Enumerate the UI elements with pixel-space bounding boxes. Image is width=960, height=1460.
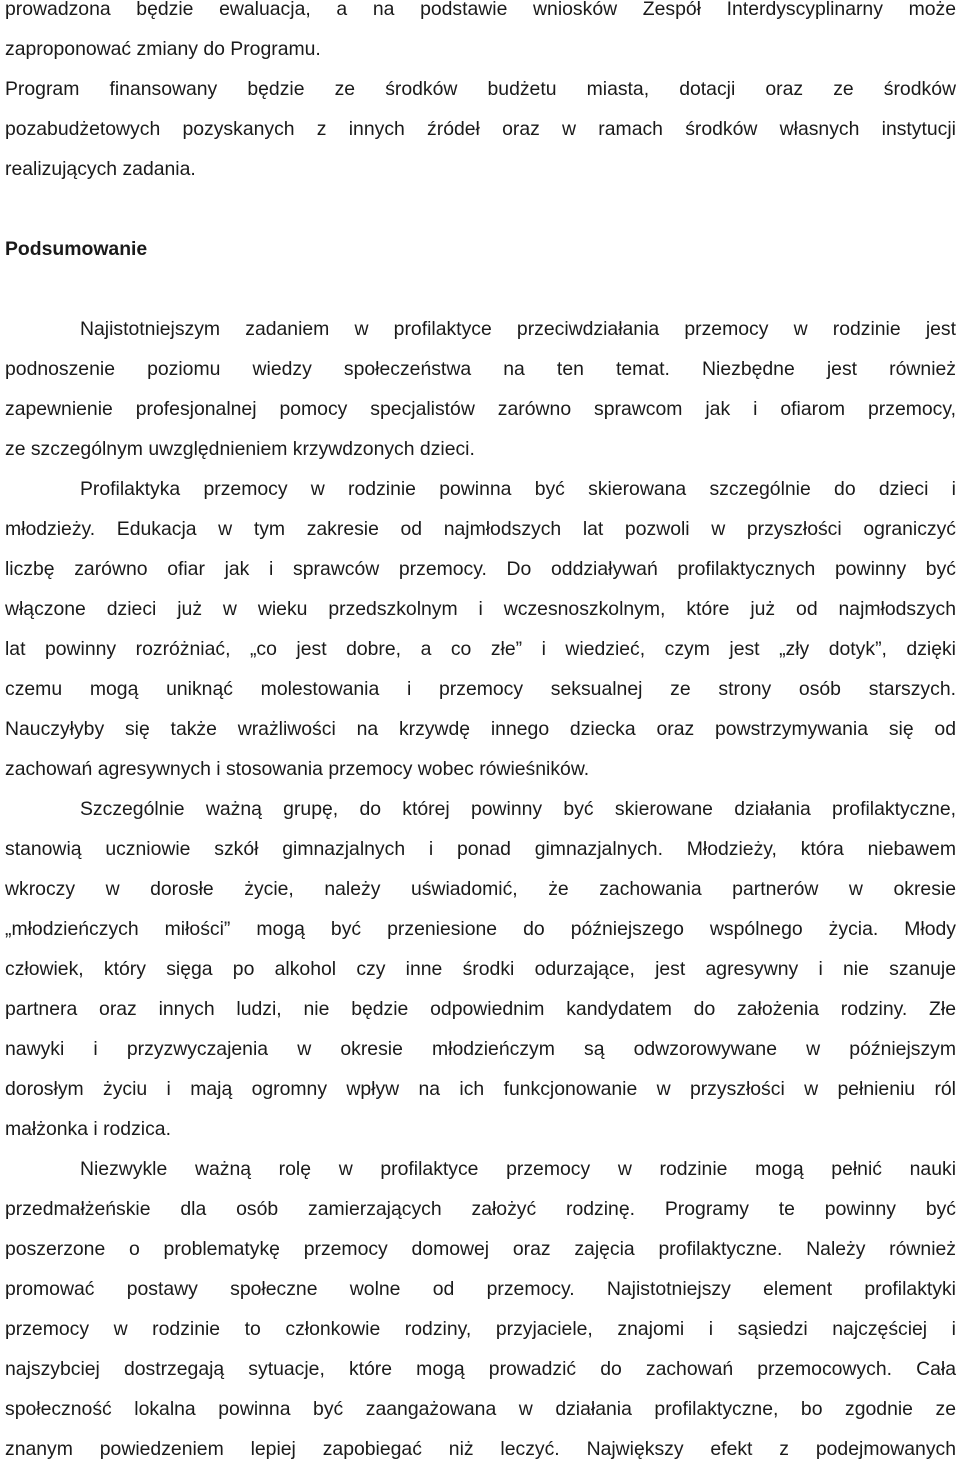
text-line: lat powinny rozróżniać, „co jest dobre, a co złe” i wiedzieć, czym jest „zły dotyk”, dzięki <box>5 638 956 660</box>
text-line: liczbę zarówno ofiar jak i sprawców przemocy. Do oddziaływań profilaktycznych powinny być <box>5 558 956 580</box>
text-line: włączone dzieci już w wieku przedszkolnym i wczesnoszkolnym, które już od najmłodszych <box>5 598 956 620</box>
text-line: poszerzone o problematykę przemocy domowej oraz zajęcia profilaktyczne. Należy również <box>5 1238 956 1260</box>
text-line: znanym powiedzeniem lepiej zapobiegać niż leczyć. Największy efekt z podejmowanych <box>5 1438 956 1460</box>
text-line: pozabudżetowych pozyskanych z innych źródeł oraz w ramach środków własnych instytucji <box>5 118 956 140</box>
text-line: czemu mogą uniknąć molestowania i przemocy seksualnej ze strony osób starszych. <box>5 678 956 700</box>
text-line: zaproponować zmiany do Programu. <box>5 38 321 60</box>
text-line: najszybciej dostrzegają sytuacje, które mogą prowadzić do zachowań przemocowych. Cała <box>5 1358 956 1380</box>
text-line: nawyki i przyzwyczajenia w okresie młodzieńczym są odwzorowywane w późniejszym <box>5 1038 956 1060</box>
text-line: realizujących zadania. <box>5 158 196 180</box>
text-line: Nauczyłyby się także wrażliwości na krzywdę innego dziecka oraz powstrzymywania się od <box>5 718 956 740</box>
text-line: Niezwykle ważną rolę w profilaktyce przemocy w rodzinie mogą pełnić nauki <box>80 1158 956 1180</box>
text-line: promować postawy społeczne wolne od przemocy. Najistotniejszy element profilaktyki <box>5 1278 956 1300</box>
text-line: Szczególnie ważną grupę, do której powinny być skierowane działania profilaktyczne, <box>80 798 956 820</box>
text-line: przemocy w rodzinie to członkowie rodziny, przyjaciele, znajomi i sąsiedzi najczęściej i <box>5 1318 956 1340</box>
text-line: małżonka i rodzica. <box>5 1118 171 1140</box>
text-line: przedmałżeńskie dla osób zamierzających założyć rodzinę. Programy te powinny być <box>5 1198 956 1220</box>
text-line: Program finansowany będzie ze środków budżetu miasta, dotacji oraz ze środków <box>5 78 956 100</box>
section-heading: Podsumowanie <box>5 238 148 260</box>
text-line: człowiek, który sięga po alkohol czy inne środki odurzające, jest agresywny i nie szanuje <box>5 958 956 980</box>
text-line: dorosłym życiu i mają ogromny wpływ na ich funkcjonowanie w przyszłości w pełnieniu ról <box>5 1078 956 1100</box>
text-line: podnoszenie poziomu wiedzy społeczeństwa na ten temat. Niezbędne jest również <box>5 358 956 380</box>
text-line: Najistotniejszym zadaniem w profilaktyce przeciwdziałania przemocy w rodzinie jest <box>80 318 956 340</box>
text-line: Profilaktyka przemocy w rodzinie powinna być skierowana szczególnie do dzieci i <box>80 478 956 500</box>
text-line: społeczność lokalna powinna być zaangażowana w działania profilaktyczne, bo zgodnie ze <box>5 1398 956 1420</box>
text-line: „młodzieńczych miłości” mogą być przeniesione do późniejszego wspólnego życia. Młody <box>5 918 956 940</box>
text-line: stanowią uczniowie szkół gimnazjalnych i ponad gimnazjalnych. Młodzieży, która niebawem <box>5 838 956 860</box>
text-line: partnera oraz innych ludzi, nie będzie odpowiednim kandydatem do założenia rodziny. Złe <box>5 998 956 1020</box>
text-line: zapewnienie profesjonalnej pomocy specjalistów zarówno sprawcom jak i ofiarom przemocy, <box>5 398 956 420</box>
text-line: młodzieży. Edukacja w tym zakresie od najmłodszych lat pozwoli w przyszłości ograniczyć <box>5 518 956 540</box>
text-line: zachowań agresywnych i stosowania przemocy wobec rówieśników. <box>5 758 590 780</box>
text-line: ze szczególnym uwzględnieniem krzywdzonych dzieci. <box>5 438 475 460</box>
text-line: wkroczy w dorosłe życie, należy uświadomić, że zachowania partnerów w okresie <box>5 878 956 900</box>
text-line: prowadzona będzie ewaluacja, a na podstawie wniosków Zespół Interdyscyplinarny może <box>5 0 956 20</box>
